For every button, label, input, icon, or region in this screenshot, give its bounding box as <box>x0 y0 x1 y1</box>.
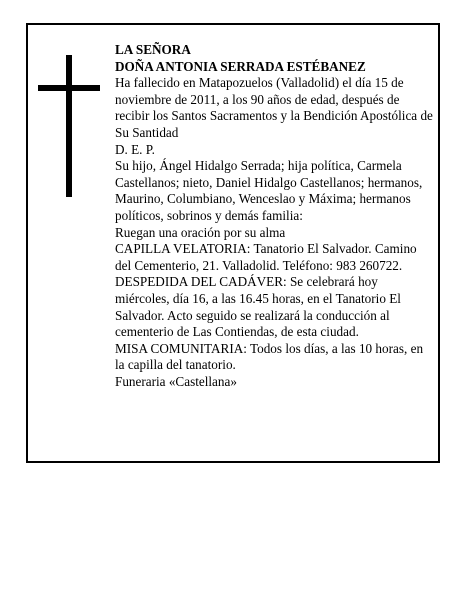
chapel-info: CAPILLA VELATORIA: Tanatorio El Salvador. Camino del Cementerio, 21. Valladolid. Teléfono: 983 260722. <box>115 241 417 273</box>
cross-icon <box>38 55 100 197</box>
farewell-info: DESPEDIDA DEL CADÁVER: Se celebrará hoy miércoles, día 16, a las 16.45 horas, en el Tanatorio El Salvador. Acto seguido se realizará la conducción al cementerio de Las Contiendas, de esta ciudad. <box>115 274 401 340</box>
death-announcement: Ha fallecido en Matapozuelos (Valladolid) el día 15 de noviembre de 2011, a los 90 años de edad, después de recibir los Santos Sacramentos y la Bendición Apostólica de Su Santidad <box>115 75 433 140</box>
notice-heading: LA SEÑORA <box>115 42 191 57</box>
funeral-home: Funeraria «Castellana» <box>115 373 237 389</box>
cross-vertical-bar <box>66 55 72 197</box>
prayer-request: Ruegan una oración por su alma <box>115 224 286 240</box>
mass-info: MISA COMUNITARIA: Todos los días, a las 10 horas, en la capilla del tanatorio. <box>115 340 424 373</box>
deceased-name: DOÑA ANTONIA SERRADA ESTÉBANEZ <box>115 58 366 74</box>
obituary-notice <box>26 23 440 463</box>
rest-in-peace: D. E. P. <box>115 141 155 157</box>
notice-text <box>115 42 435 390</box>
cross-horizontal-bar <box>38 85 100 91</box>
family-list: Su hijo, Ángel Hidalgo Serrada; hija política, Carmela Castellanos; nieto, Daniel Hidalgo Castellanos; hermanos, Maurino, Columbiano, Wenceslao y Máxima; hermanos políticos, sobrinos y demás familia: <box>115 158 423 223</box>
